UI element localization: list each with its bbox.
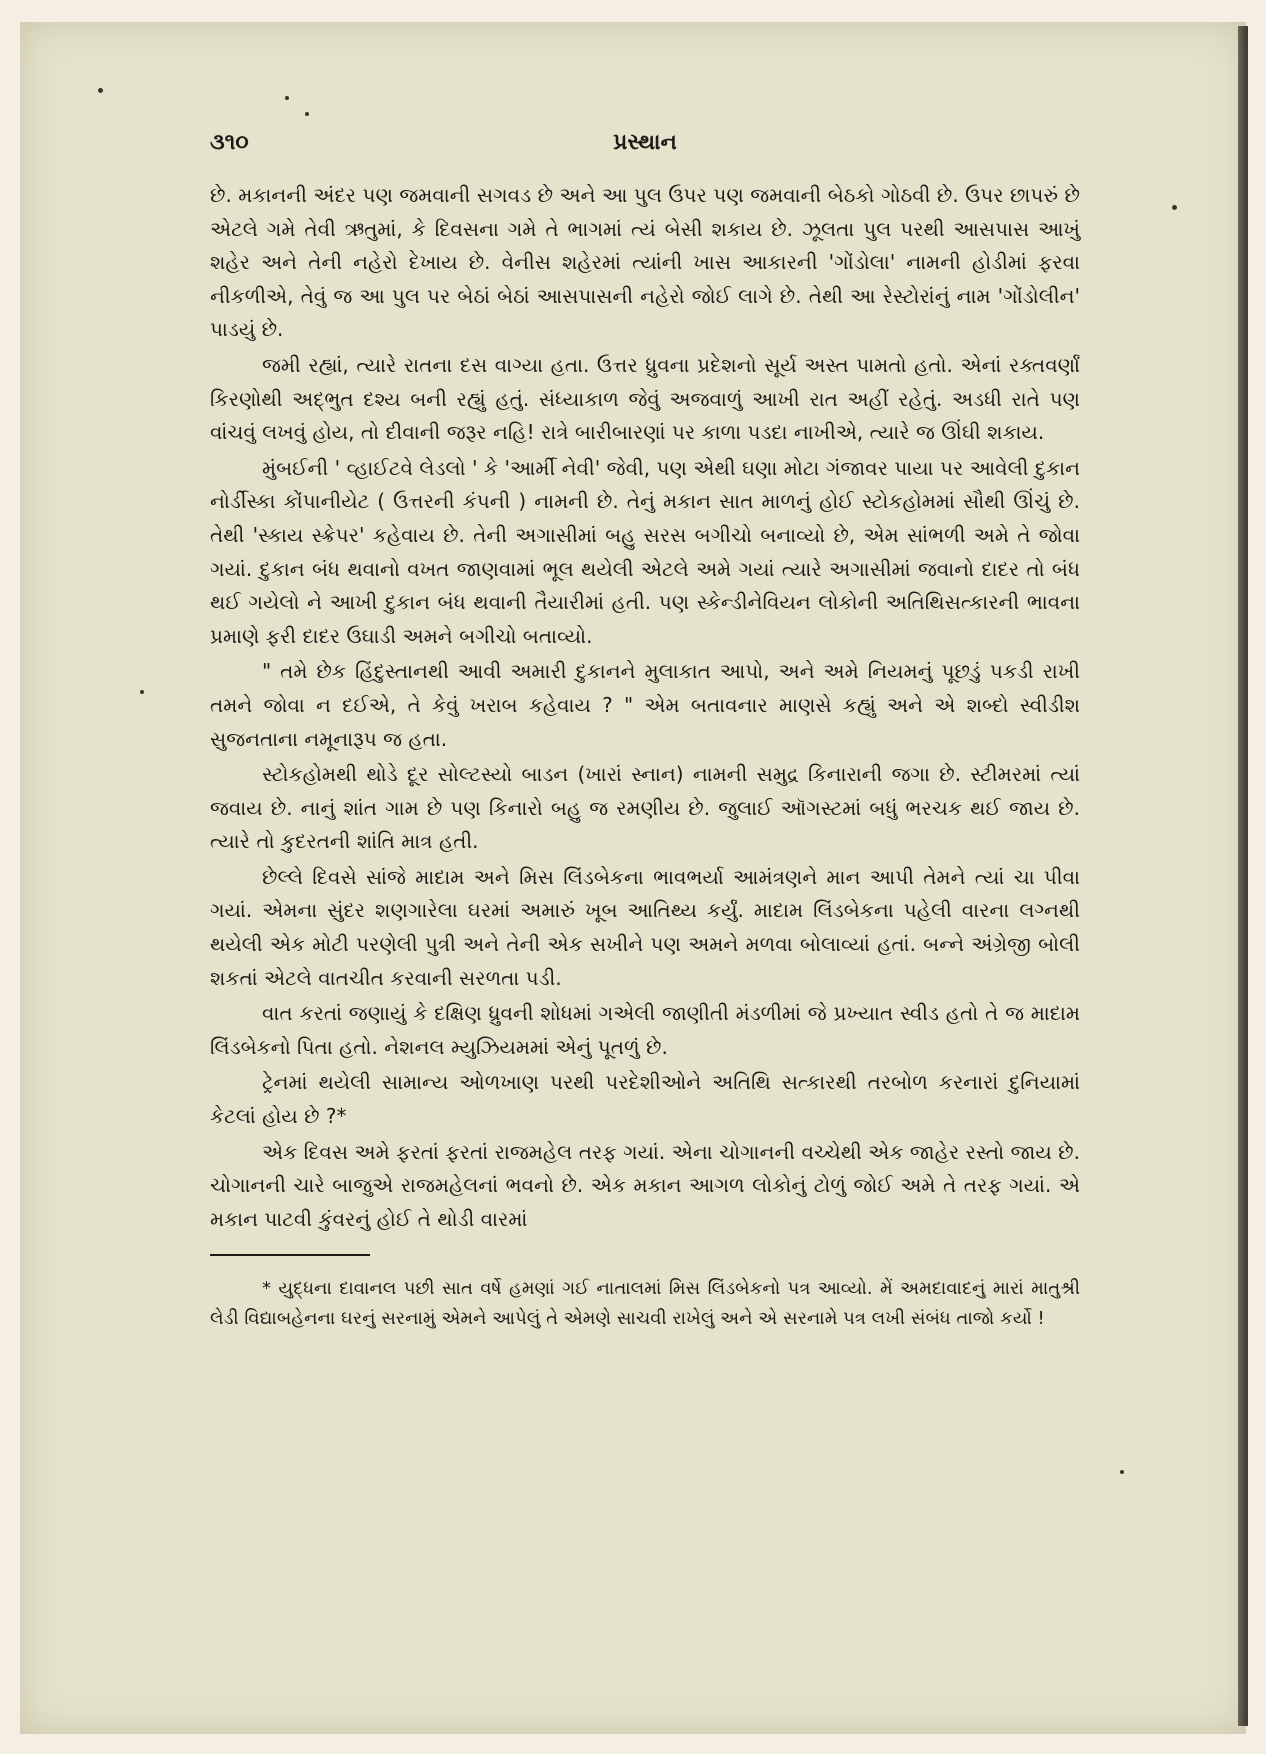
paper-speck (305, 112, 309, 116)
book-spine-shadow (1238, 26, 1248, 1726)
book-page (210, 130, 1080, 1352)
paper-speck (1120, 1470, 1124, 1474)
paper-speck (140, 690, 144, 694)
paper-speck (1172, 205, 1177, 210)
page-number: ૩૧૦ (210, 130, 249, 155)
paragraph: વાત કરતાં જણાયું કે દક્ષિણ ધ્રુવની શોધમાં ગએલી જાણીતી મંડળીમાં જે પ્રખ્યાત સ્વીડ હતો તે જ માદામ લિંડબેકનો પિતા હતો. નેશનલ મ્યુઝિયમમાં એનું પૂતળું છે. (210, 1001, 1080, 1059)
footnote-rule (210, 1254, 370, 1256)
running-head: પ્રસ્થાન (613, 130, 677, 155)
paragraph: ટ્રેનમાં થયેલી સામાન્ય ઓળખાણ પરથી પરદેશીઓને અતિથિ સત્કારથી તરબોળ કરનારાં દુનિયામાં કેટલાં હોય છે ?* (210, 1070, 1080, 1129)
paragraph: સ્ટોકહોમથી થોડે દૂર સોલ્ટસ્યો બાડન (ખારાં સ્નાન) નામની સમુદ્ર કિનારાની જગા છે. સ્ટીમરમાં ત્યાં જવાય છે. નાનું શાંત ગામ છે પણ કિનારો બહુ જ રમણીય છે. જુલાઈ ઑગસ્ટમાં બધું ભરચક થઈ જાય છે. ત્યારે તો કુદરતની શાંતિ માત્ર હતી. (210, 762, 1080, 854)
paper-speck (285, 96, 289, 100)
paragraph: એક દિવસ અમે ફરતાં ફરતાં રાજમહેલ તરફ ગયાં. એના ચોગાનની વચ્ચેથી એક જાહેર રસ્તો જાય છે. ચોગાનની ચારે બાજુએ રાજમહેલનાં ભવનો છે. એક મકાન આગળ લોકોનું ટોળું જોઈ અમે તે તરફ ગયાં. એ મકાન પાટવી કુંવરનું હોઈ તે થોડી વારમાં (210, 1139, 1080, 1231)
paragraph: " તમે છેક હિંદુસ્તાનથી આવી અમારી દુકાનને મુલાકાત આપો, અને અમે નિયમનું પૂછડું પકડી રાખી તમને જોવા ન દઈએ, તે કેવું ખરાબ કહેવાય ? " એમ બતાવનાર માણસે કહ્યું અને એ શબ્દો સ્વીડીશ સુજનતાના નમૂનારૂપ જ હતા. (210, 659, 1080, 751)
paper-speck (98, 88, 103, 93)
paragraph: મુંબઈની ' વ્હાઈટવે લેડલો ' કે 'આર્મી નેવી' જેવી, પણ એથી ઘણા મોટા ગંજાવર પાયા પર આવેલી દુકાન નોર્ડીસ્કા કોંપાનીયેટ ( ઉત્તરની કંપની ) નામની છે. તેનું મકાન સાત માળનું હોઈ સ્ટોકહોમમાં સૌથી ઊંચું છે. તેથી 'સ્કાય સ્ક્રેપર' કહેવાય છે. તેની અગાસીમાં બહુ સરસ બગીચો બનાવ્યો છે, એમ સાંભળી અમે તે જોવા ગયાં. દુકાન બંધ થવાનો વખત જાણવામાં ભૂલ થયેલી એટલે અમે ગયાં ત્યારે અગાસીમાં જવાનો દાદર તો બંધ થઈ ગયેલો ને આખી દુકાન બંધ થવાની તૈયારીમાં હતી. પણ સ્કેન્ડીનેવિયન લોકોની અતિથિસત્કારની ભાવના પ્રમાણે ફરી દાદર ઉઘાડી અમને બગીચો બતાવ્યો. (210, 455, 1080, 648)
page-header (210, 130, 1080, 155)
paragraph: છેલ્લે દિવસે સાંજે માદામ અને મિસ લિંડબેકના ભાવભર્યા આમંત્રણને માન આપી તેમને ત્યાં ચા પીવા ગયાં. એમના સુંદર શણગારેલા ઘરમાં અમારું ખૂબ આતિથ્ય કર્યું. માદામ લિંડબેકના પહેલી વારના લગ્નથી થયેલી એક મોટી પરણેલી પુત્રી અને તેની એક સખીને પણ અમને મળવા બોલાવ્યાં હતાં. બન્ને અંગ્રેજી બોલી શકતાં એટલે વાતચીત કરવાની સરળતા પડી. (210, 864, 1080, 990)
footnote: * યુદ્ધના દાવાનલ પછી સાત વર્ષે હમણાં ગઈ નાતાલમાં મિસ લિંડબેકનો પત્ર આવ્યો. મેં અમદાવાદનું મારાં માતુશ્રી લેડી વિદ્યાબહેનના ઘરનું સરનામું એમને આપેલું તે એમણે સાચવી રાખેલું અને એ સરનામે પત્ર લખી સંબંધ તાજો કર્યો ! (210, 1278, 1080, 1330)
paragraph: જમી રહ્યાં, ત્યારે રાતના દસ વાગ્યા હતા. ઉત્તર ધ્રુવના પ્રદેશનો સૂર્ય અસ્ત પામતો હતો. એનાં રક્તવર્ણાં કિરણોથી અદ્‌ભુત દશ્ય બની રહ્યું હતું. સંધ્યાકાળ જેવું અજવાળું આખી રાત અહીં રહેતું. અડધી રાતે પણ વાંચવું લખવું હોય, તો દીવાની જરૂર નહિ! રાત્રે બારીબારણાં પર કાળા પડદા નાખીએ, ત્યારે જ ઊંઘી શકાય. (210, 352, 1080, 445)
paragraph: છે. મકાનની અંદર પણ જમવાની સગવડ છે અને આ પુલ ઉપર પણ જમવાની બેઠકો ગોઠવી છે. ઉપર છાપરું છે એટલે ગમે તેવી ઋતુમાં, કે દિવસના ગમે તે ભાગમાં ત્યં બેસી શકાય છે. ઝૂલતા પુલ પરથી આસપાસ આખું શહેર અને તેની નહેરો દેખાય છે. વેનીસ શહેરમાં ત્યાંની ખાસ આકારની 'ગોંડોલા' નામની હોડીમાં ફરવા નીકળીએ, તેવું જ આ પુલ પર બેઠાં બેઠાં આસપાસની નહેરો જોઈ લાગે છે. તેથી આ રેસ્ટોરાંનું નામ 'ગોંડોલીન' પાડયું છે. (210, 183, 1080, 342)
